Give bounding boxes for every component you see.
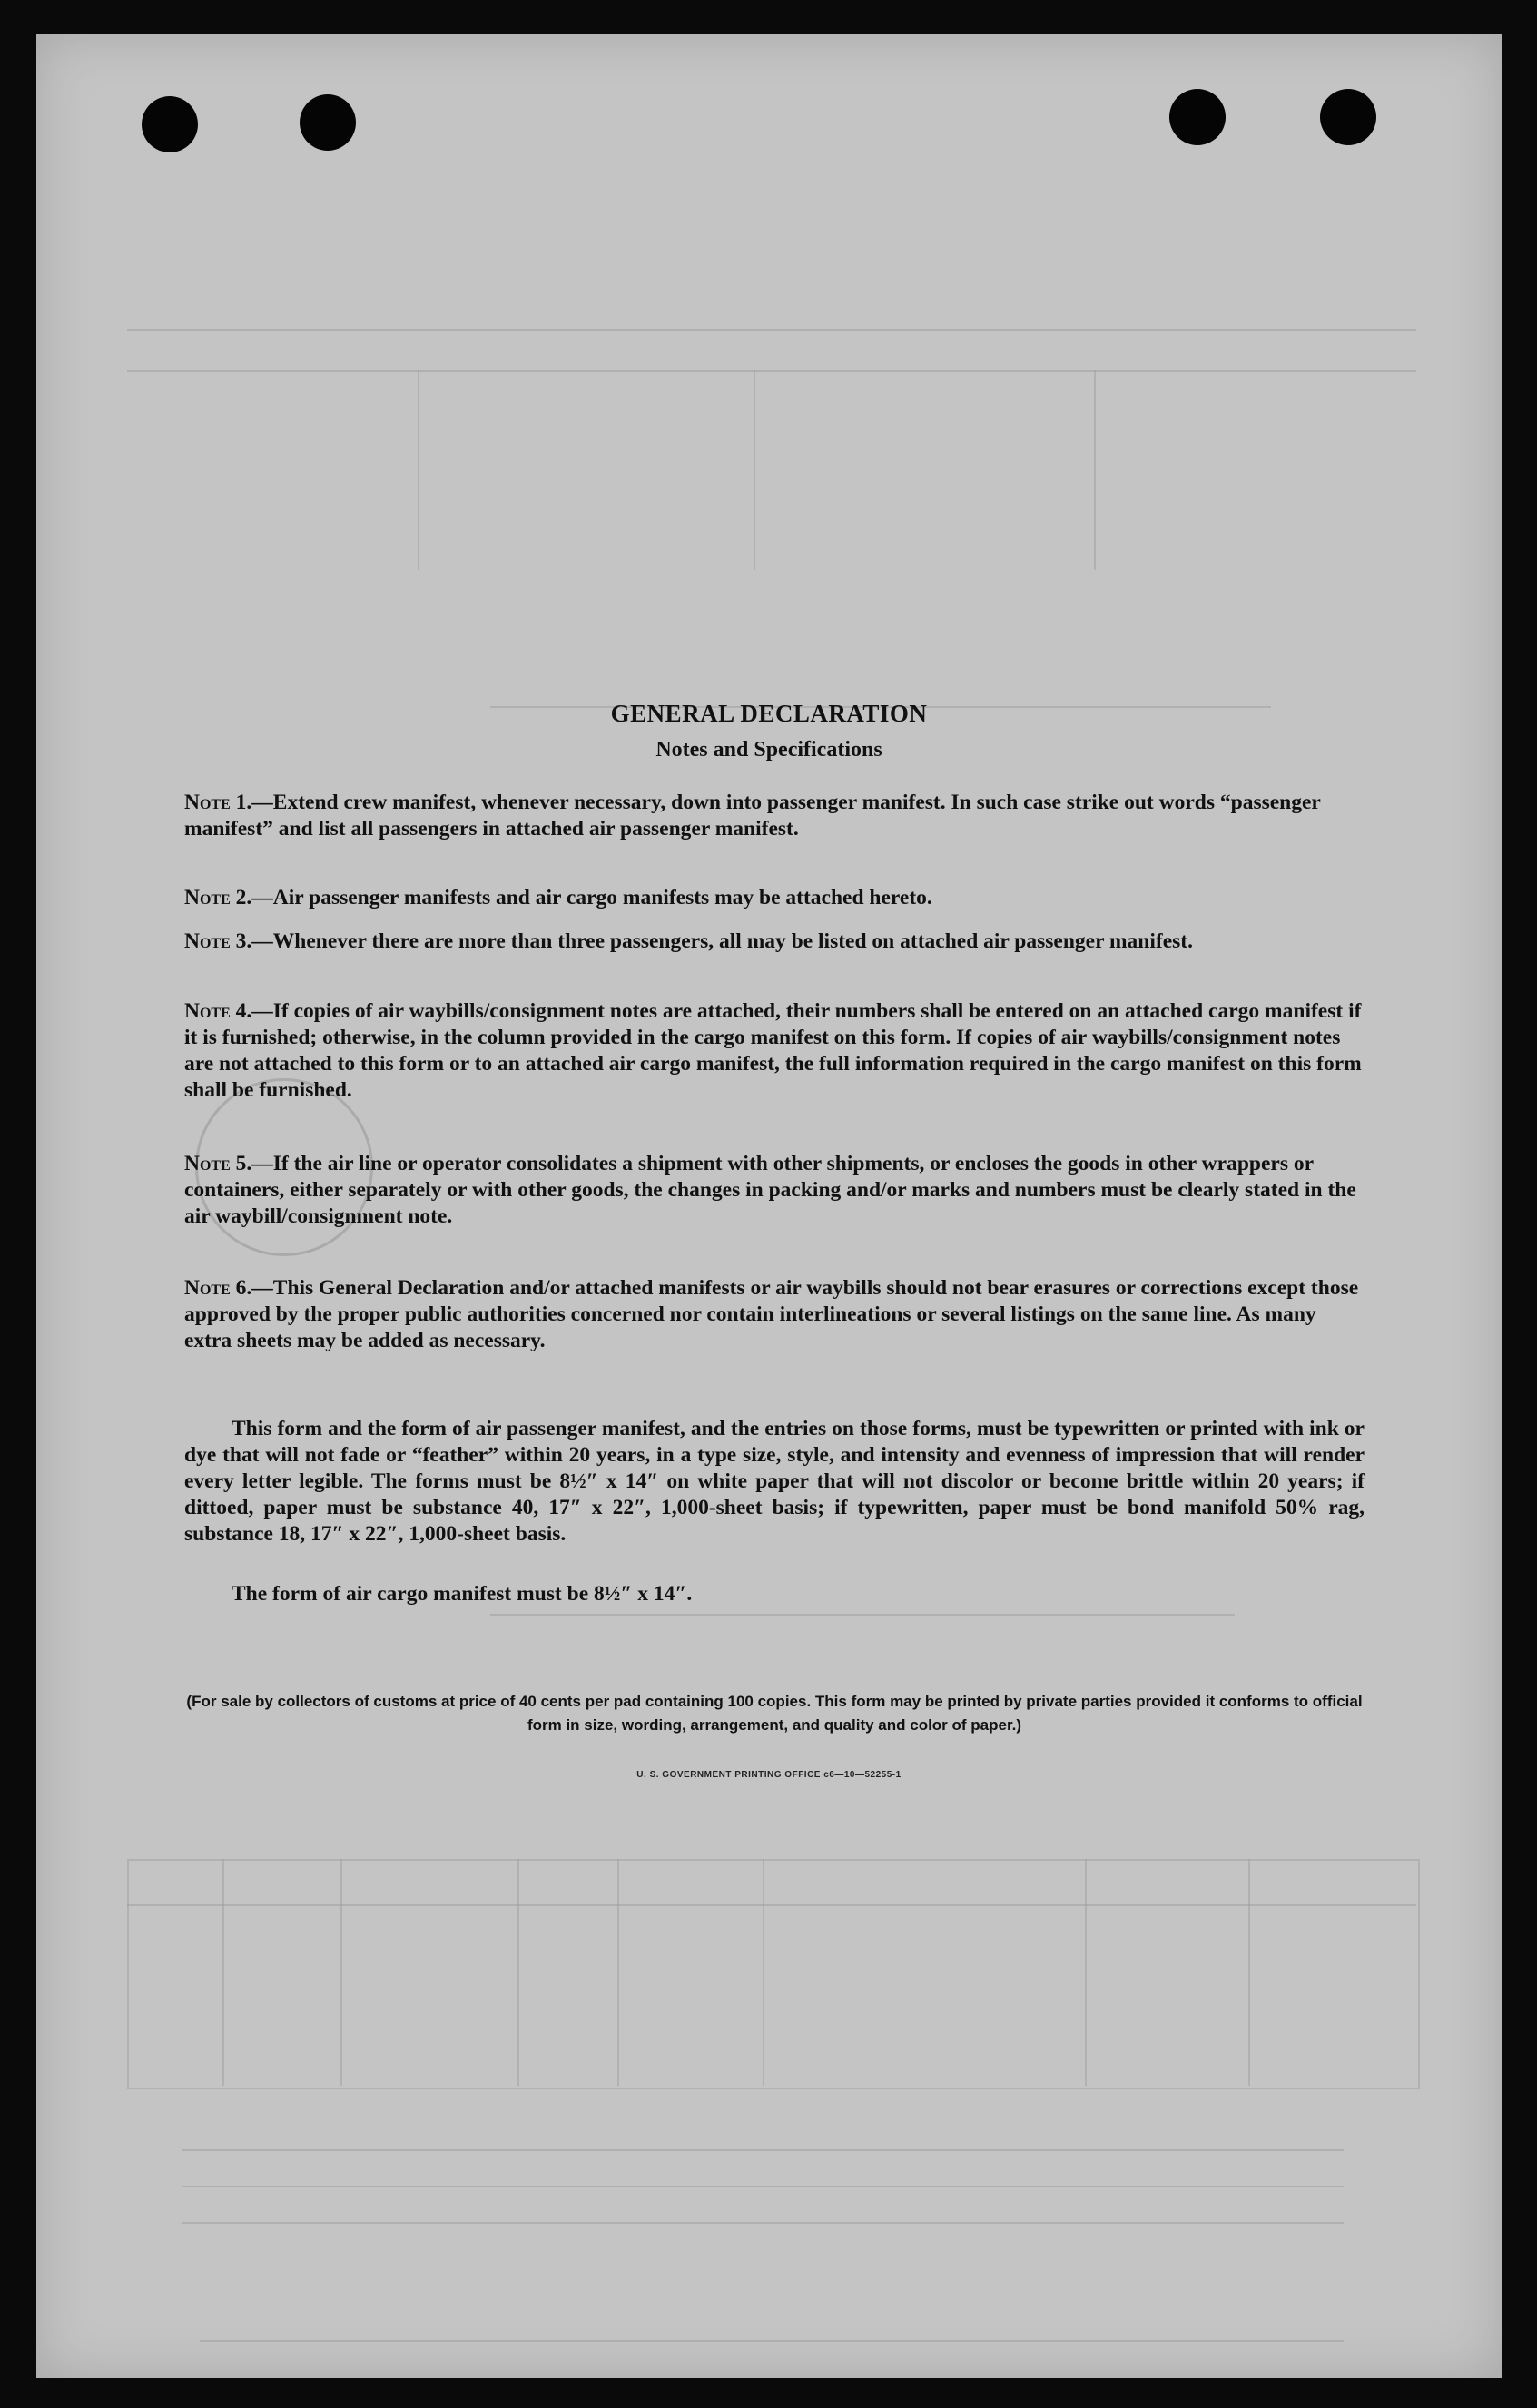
bleed-through-title (527, 89, 539, 123)
document-page (36, 34, 1502, 2378)
bleed-through-column (763, 1859, 764, 2086)
page-subtitle: Notes and Specifications (655, 738, 882, 762)
specification-paragraph: This form and the form of air passenger manifest, and the entries on those forms, must be typewritten or printed with ink or dye that will not fade or “feather” within 20 years, in a type size, style, and intensity and evenness of impression that will render every letter legible. The forms must be 8½″ x 14″ on white paper that will not discolor or become brittle within 20 years; if dittoed, paper must be substance 40, 17″ x 22″, 1,000-sheet basis; if typewritten, paper must be bond manifold 50% rag, substance 18, 17″ x 22″, 1,000-sheet basis. (184, 1417, 1365, 1546)
note-label: Note 6. (184, 1276, 252, 1300)
printing-office-imprint: U. S. GOVERNMENT PRINTING OFFICE c6—10—52255-1 (636, 1770, 902, 1780)
page-title: GENERAL DECLARATION (610, 700, 928, 727)
bleed-through-column (754, 370, 755, 570)
bleed-through-column (517, 1859, 519, 2086)
note-2 (184, 885, 1365, 911)
bleed-through-rule (127, 370, 1416, 372)
note-label: Note 1. (184, 791, 252, 814)
note-1 (184, 790, 1365, 842)
note-text: —If the air line or operator consolidates a shipment with other shipments, or encloses the goods in other wrappers or containers, either separately or with other goods, the changes in packing and/or marks and numbers must be clearly stated in the air waybill/consignment note. (184, 1152, 1356, 1228)
note-4 (184, 998, 1365, 1104)
note-label: Note 4. (184, 999, 252, 1023)
note-text: —Air passenger manifests and air cargo manifests may be attached hereto. (251, 886, 932, 909)
bleed-through-column (1248, 1859, 1250, 2086)
note-label: Note 3. (184, 929, 252, 953)
note-3 (184, 929, 1365, 955)
punch-hole-left-1 (142, 96, 198, 152)
punch-hole-left-2 (300, 94, 356, 151)
note-6 (184, 1275, 1365, 1354)
bleed-through-column (222, 1859, 224, 2086)
note-text: —If copies of air waybills/consignment notes are attached, their numbers shall be entered on an attached cargo manifest if it is furnished; otherwise, in the column provided in the cargo manifest on this form. If copies of air waybills/consignment notes are not attached to this form or to an attached air cargo manifest, the full information required in the cargo manifest on this form shall be furnished. (184, 999, 1362, 1102)
punch-hole-right-2 (1320, 89, 1376, 145)
sale-notice: (For sale by collectors of customs at price of 40 cents per pad containing 100 copies. This form may be printed by private parties provided it conforms to official form in size, wording, arrangement, and quality and color of paper.) (186, 1693, 1363, 1734)
bleed-through-rule (200, 2340, 1344, 2342)
note-text: —Whenever there are more than three passengers, all may be listed on attached air passenger manifest. (251, 929, 1193, 953)
note-text: —Extend crew manifest, whenever necessary, down into passenger manifest. In such case strike out words “passenger manifest” and list all passengers in attached air passenger manifest. (184, 791, 1321, 840)
bleed-through-rule (182, 2186, 1344, 2187)
bleed-through-rule (182, 2222, 1344, 2224)
note-label: Note 5. (184, 1152, 252, 1175)
bleed-through-column (340, 1859, 342, 2086)
punch-hole-right-1 (1169, 89, 1226, 145)
bleed-through-rule (127, 1904, 1416, 1906)
bleed-through-column (418, 370, 419, 570)
specification-paragraph-last: The form of air cargo manifest must be 8½″ x 14″. (232, 1582, 693, 1606)
bleed-through-column (617, 1859, 619, 2086)
bleed-through-column (1085, 1859, 1087, 2086)
note-5 (184, 1151, 1365, 1230)
bleed-through-column (1094, 370, 1096, 570)
note-label: Note 2. (184, 886, 252, 909)
bleed-through-rule (182, 2149, 1344, 2151)
bleed-through-table (127, 1859, 1420, 2089)
bleed-through-rule (127, 329, 1416, 331)
note-text: —This General Declaration and/or attached manifests or air waybills should not bear erasures or corrections except those approved by the proper public authorities concerned nor contain interlineations or several listings on the same line. As many extra sheets may be added as necessary. (184, 1276, 1359, 1352)
bleed-through-rule (490, 1614, 1235, 1616)
